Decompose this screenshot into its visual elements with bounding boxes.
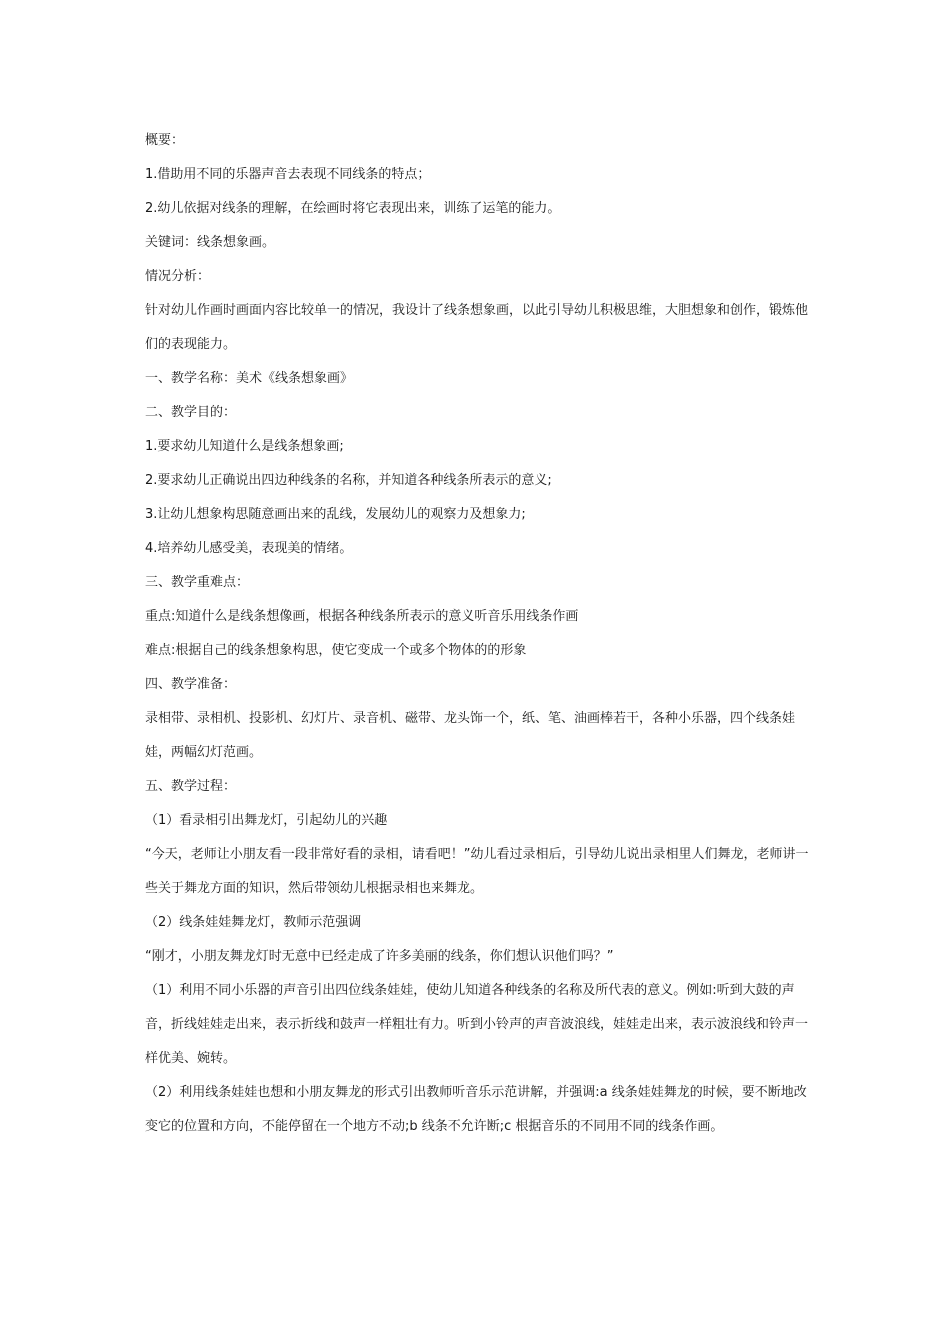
section-1-title: 一、教学名称：美术《线条想象画》 — [145, 371, 354, 386]
difficult-point: 难点:根据自己的线条想象构思，使它变成一个或多个物体的的形象 — [145, 643, 527, 658]
situation-text: 针对幼儿作画时画面内容比较单一的情况，我设计了线条想象画，以此引导幼儿积极思维，大胆想象和创作，锻炼他们的表现能力。 — [145, 303, 809, 352]
process-substep-2: （2）利用线条娃娃也想和小朋友舞龙的形式引出教师听音乐示范讲解，并强调:a 线条娃娃舞龙的时候，要不断地改变它的位置和方向，不能停留在一个地方不动;b 线条不允许断;c 根据音乐的不同用不同的线条作画。 — [145, 1085, 807, 1134]
document-body — [145, 124, 810, 1144]
key-point: 重点:知道什么是线条想像画，根据各种线条所表示的意义听音乐用线条作画 — [145, 609, 579, 624]
section-5-title: 五、教学过程： — [145, 779, 237, 794]
process-step-1-text: “今天，老师让小朋友看一段非常好看的录相，请看吧！”幼儿看过录相后，引导幼儿说出录相里人们舞龙，老师讲一些关于舞龙方面的知识，然后带领幼儿根据录相也来舞龙。 — [145, 847, 809, 896]
objective-4: 4.培养幼儿感受美，表现美的情绪。 — [145, 541, 353, 556]
process-step-2: （2）线条娃娃舞龙灯，教师示范强调 — [145, 915, 362, 930]
objective-1: 1.要求幼儿知道什么是线条想象画; — [145, 439, 344, 454]
preparation-text: 录相带、录相机、投影机、幻灯片、录音机、磁带、龙头饰一个，纸、笔、油画棒若干，各种小乐器，四个线条娃娃，两幅幻灯范画。 — [145, 711, 796, 760]
summary-item-1: 1.借助用不同的乐器声音去表现不同线条的特点； — [145, 167, 431, 182]
summary-heading: 概要： — [145, 133, 185, 148]
process-step-2-quote: “刚才，小朋友舞龙灯时无意中已经走成了许多美丽的线条，你们想认识他们吗？” — [145, 949, 614, 964]
summary-item-2: 2.幼儿依据对线条的理解，在绘画时将它表现出来，训练了运笔的能力。 — [145, 201, 561, 216]
keywords: 关键词：线条想象画。 — [145, 235, 276, 250]
process-substep-1: （1）利用不同小乐器的声音引出四位线条娃娃，使幼儿知道各种线条的名称及所代表的意义。例如:听到大鼓的声音，折线娃娃走出来，表示折线和鼓声一样粗壮有力。听到小铃声的声音波浪线，娃娃走出来，表示波浪线和铃声一样优美、婉转。 — [145, 983, 809, 1066]
section-4-title: 四、教学准备： — [145, 677, 237, 692]
objective-2: 2.要求幼儿正确说出四边种线条的名称，并知道各种线条所表示的意义; — [145, 473, 552, 488]
section-3-title: 三、教学重难点： — [145, 575, 250, 590]
situation-heading: 情况分析： — [145, 269, 211, 284]
section-2-title: 二、教学目的： — [145, 405, 237, 420]
objective-3: 3.让幼儿想象构思随意画出来的乱线，发展幼儿的观察力及想象力; — [145, 507, 526, 522]
process-step-1: （1）看录相引出舞龙灯，引起幼儿的兴趣 — [145, 813, 388, 828]
